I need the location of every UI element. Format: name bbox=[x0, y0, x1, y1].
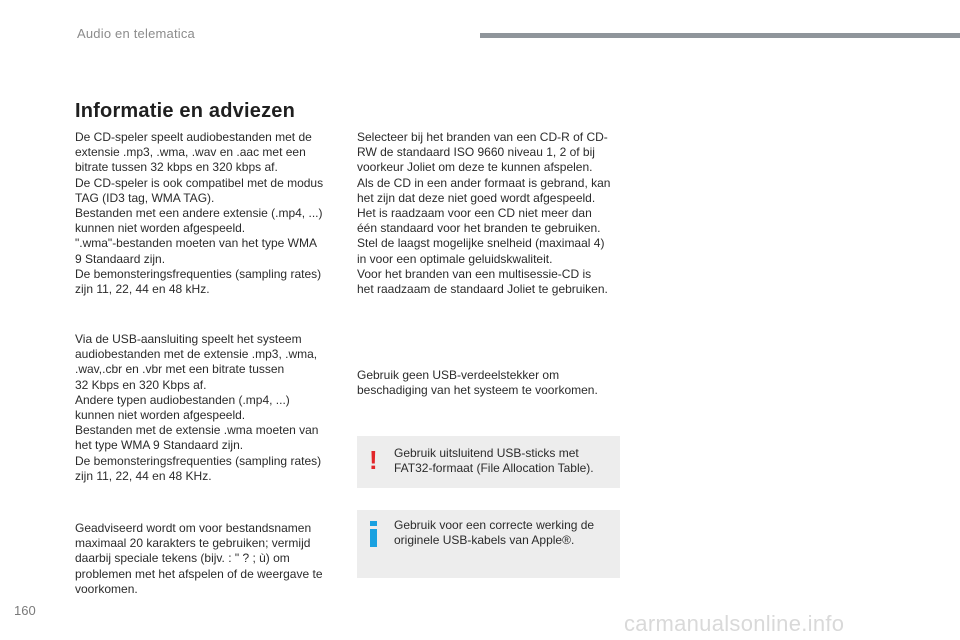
exclamation-icon: ! bbox=[369, 445, 378, 475]
page-title: Informatie en adviezen bbox=[75, 100, 296, 122]
right-paragraph-1: Selecteer bij het branden van een CD-R of CD- RW de standaard ISO 9660 niveau 1, 2 of bij voorkeur Joliet om deze te kunnen afspelen. Als de CD in een ander formaat is gebrand, kan het zijn dat deze niet goed wordt afgespeeld. Het is raadzaam voor een CD niet meer dan één standaard voor het branden te gebruiken. Stel de laagst mogelijke snelheid (maximaal 4) in voor een optimale geluidskwaliteit. Voor het branden van een multisessie-CD is het raadzaam de standaard Joliet te gebruiken. bbox=[357, 130, 611, 297]
section-title: Audio en telematica bbox=[77, 26, 195, 41]
left-paragraph-3: Geadviseerd wordt om voor bestandsnamen maximaal 20 karakters te gebruiken; vermijd daarbij speciale tekens (bijv. : " ? ; ù) om problemen met het afspelen of de weergave te voorkomen. bbox=[75, 521, 323, 596]
page-number: 160 bbox=[14, 603, 36, 618]
warning-text: Gebruik uitsluitend USB-sticks met FAT32-formaat (File Allocation Table). bbox=[394, 446, 594, 476]
warning-box bbox=[357, 436, 620, 488]
info-box bbox=[357, 510, 620, 578]
watermark: carmanualsonline.info bbox=[624, 611, 845, 636]
right-paragraph-2: Gebruik geen USB-verdeelstekker om beschadiging van het systeem te voorkomen. bbox=[357, 368, 598, 398]
header-bar bbox=[480, 33, 960, 38]
info-text: Gebruik voor een correcte werking de originele USB-kabels van Apple®. bbox=[394, 518, 595, 548]
left-paragraph-1: De CD-speler speelt audiobestanden met de extensie .mp3, .wma, .wav en .aac met een bitrate tussen 32 kbps en 320 kbps af. De CD-speler is ook compatibel met de modus TAG (ID3 tag, WMA TAG). Bestanden met een andere extensie (.mp4, ...) kunnen niet worden afgespeeld. ".wma"-bestanden moeten van het type WMA 9 Standaard zijn. De bemonsteringsfrequenties (sampling rates) zijn 11, 22, 44 en 48 kHz. bbox=[75, 130, 324, 297]
info-icon bbox=[369, 521, 377, 547]
left-paragraph-2: Via de USB-aansluiting speelt het systeem audiobestanden met de extensie .mp3, .wma, .wav,.cbr en .vbr met een bitrate tussen 32 Kbps en 320 Kbps af. Andere typen audiobestanden (.mp4, ...) kunnen niet worden afgespeeld. Bestanden met de extensie .wma moeten van het type WMA 9 Standaard zijn. De bemonsteringsfrequenties (sampling rates) zijn 11, 22, 44 en 48 KHz. bbox=[75, 332, 322, 483]
